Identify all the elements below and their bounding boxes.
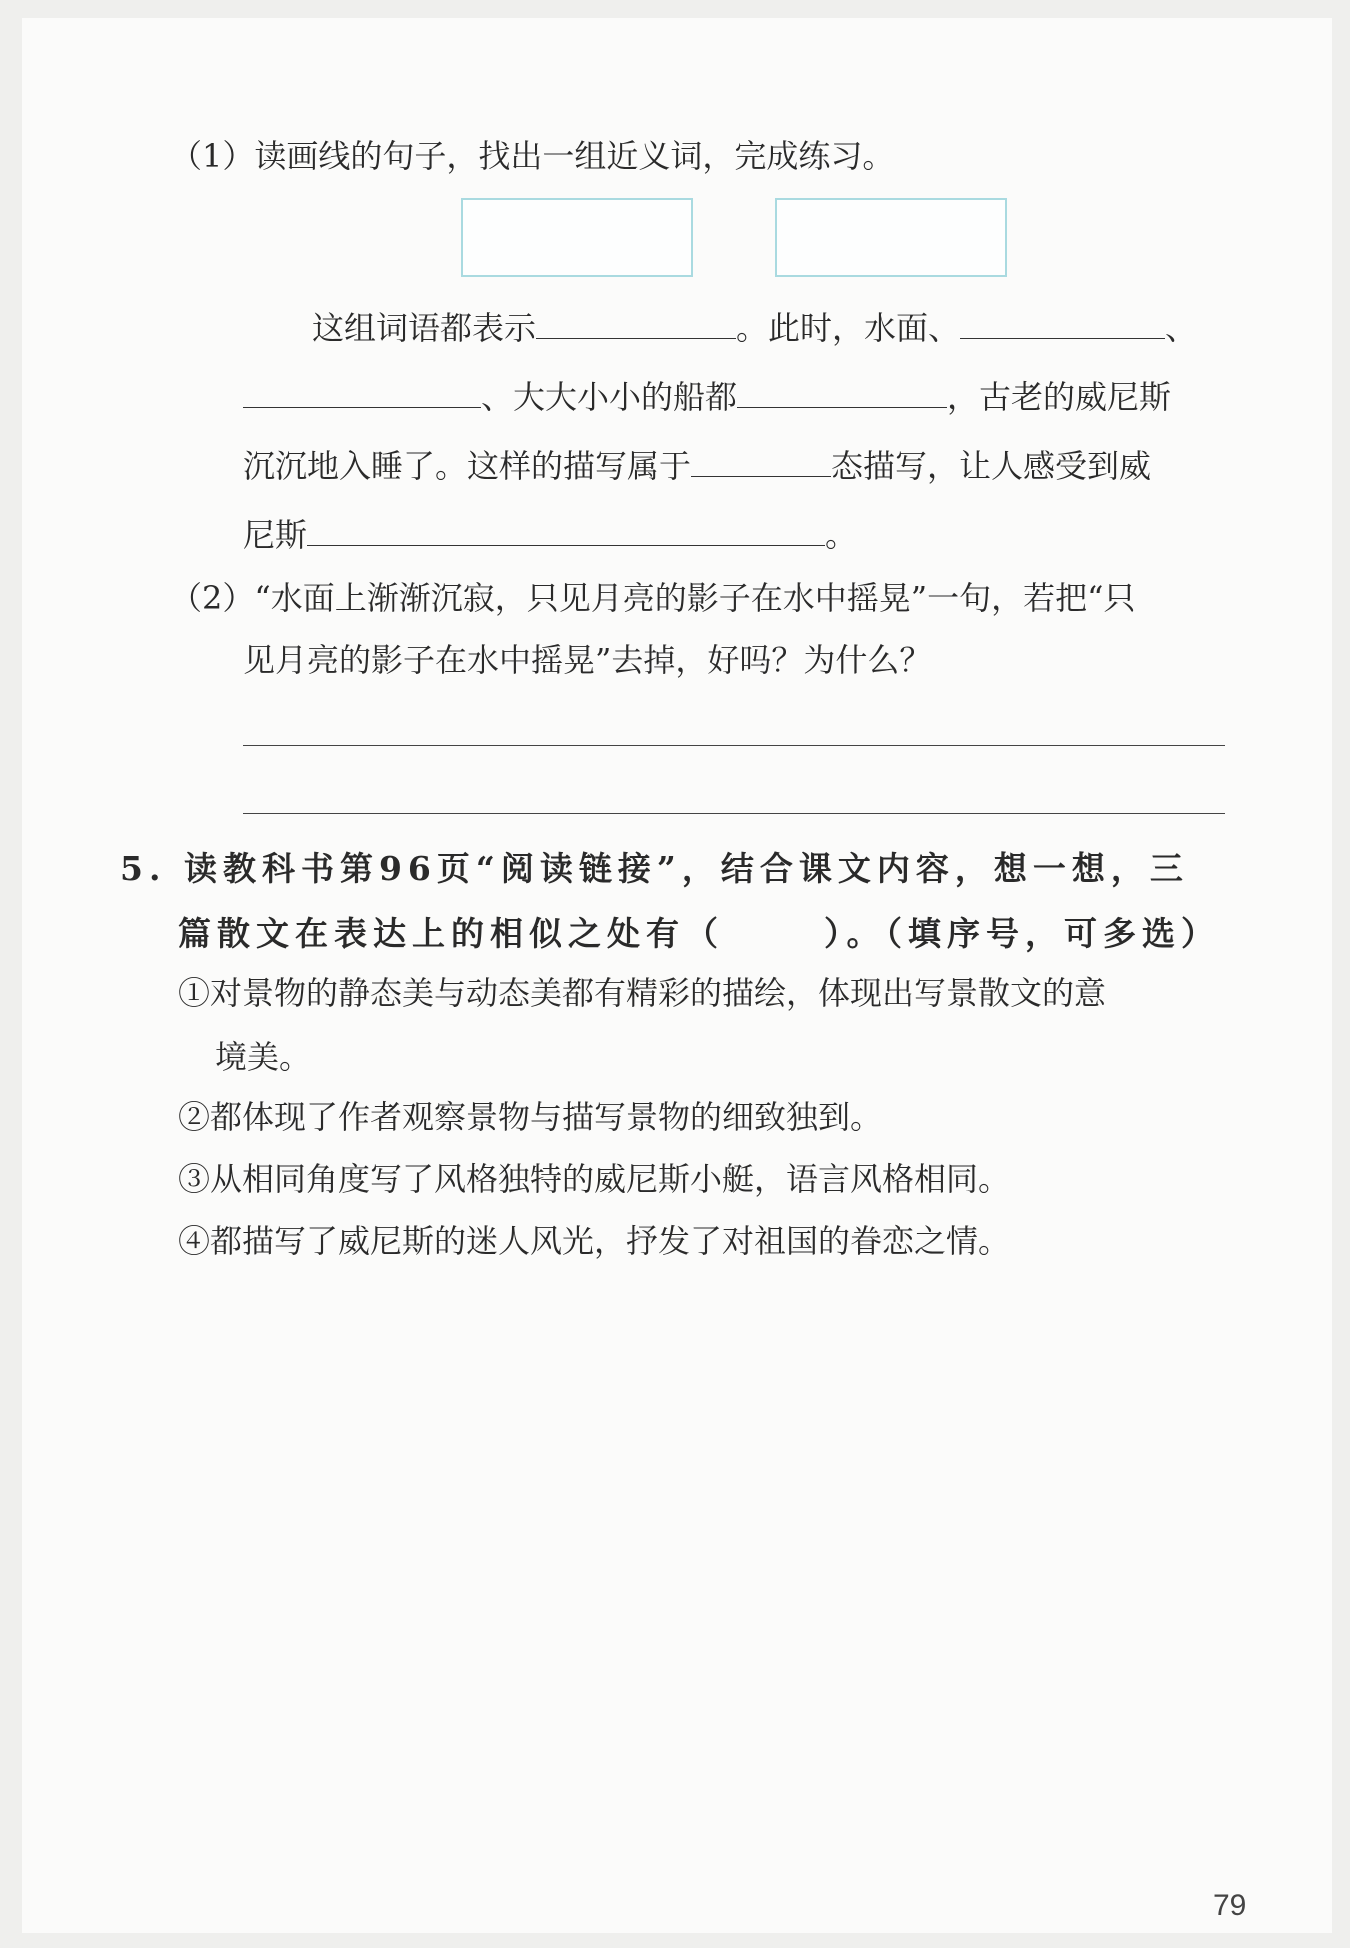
q1-prompt: 读画线的句子，找出一组近义词，完成练习。 — [254, 137, 895, 175]
fill-blank[interactable] — [536, 308, 736, 339]
q2-label: （2） — [170, 579, 255, 617]
text-segment: 、大大小小的船都 — [481, 378, 738, 416]
q5-text: 篇散文在表达上的相似之处有（ — [178, 914, 724, 953]
text-segment: 这组词语都表示 — [312, 309, 537, 347]
q5-option-1: ①对景物的静态美与动态美都有精彩的描绘，体现出写景散文的意 — [178, 974, 1107, 1012]
q5-option-1-cont: 境美。 — [215, 1038, 312, 1076]
text-segment: 。 — [825, 516, 858, 554]
answer-box-2[interactable] — [775, 198, 1007, 277]
fill-blank[interactable] — [737, 377, 947, 408]
q5-line-2 — [178, 908, 1220, 955]
q5-option-4: ④都描写了威尼斯的迷人风光，抒发了对祖国的眷恋之情。 — [178, 1222, 1011, 1260]
q1-para-line-4 — [243, 515, 857, 555]
text-segment: 、 — [1165, 309, 1198, 347]
q1-label: （1） — [170, 137, 255, 175]
text-segment: ，古老的威尼斯 — [947, 378, 1172, 416]
page-number: 79 — [1213, 1889, 1247, 1922]
q2-line-2 — [243, 640, 931, 680]
q1-prompt-line — [170, 136, 894, 176]
text-segment: 沉沉地入睡了。这样的描写属于 — [243, 447, 692, 485]
text-segment: 尼斯 — [243, 516, 308, 554]
q5-text: 读教科书第96页“阅读链接”，结合课文内容，想一想，三 — [183, 849, 1189, 888]
fill-blank[interactable] — [307, 515, 825, 546]
q1-para-line-2 — [243, 377, 1171, 417]
q2-text: “水面上渐渐沉寂，只见月亮的影子在水中摇晃”一句，若把“只 — [254, 579, 1136, 617]
answer-box-1[interactable] — [461, 198, 693, 277]
fill-blank[interactable] — [691, 446, 831, 477]
q5-option-3: ③从相同角度写了风格独特的威尼斯小艇，语言风格相同。 — [178, 1160, 1011, 1198]
q5-number: 5. — [120, 849, 167, 888]
text-segment: 态描写，让人感受到威 — [831, 447, 1152, 485]
q1-para-line-3 — [243, 446, 1151, 486]
q2-text: 见月亮的影子在水中摇晃”去掉，好吗？为什么？ — [243, 641, 932, 679]
q5-text: ）。（填序号，可多选） — [824, 914, 1220, 953]
q1-para-line-1 — [312, 308, 1197, 348]
text-segment: 。此时，水面、 — [736, 309, 961, 347]
answer-line-1[interactable] — [243, 745, 1225, 746]
q5-line-1 — [120, 843, 1189, 890]
fill-blank[interactable] — [243, 377, 481, 408]
q5-option-2: ②都体现了作者观察景物与描写景物的细致独到。 — [178, 1098, 883, 1136]
answer-line-2[interactable] — [243, 813, 1225, 814]
q2-line-1 — [170, 578, 1135, 618]
fill-blank[interactable] — [960, 308, 1165, 339]
